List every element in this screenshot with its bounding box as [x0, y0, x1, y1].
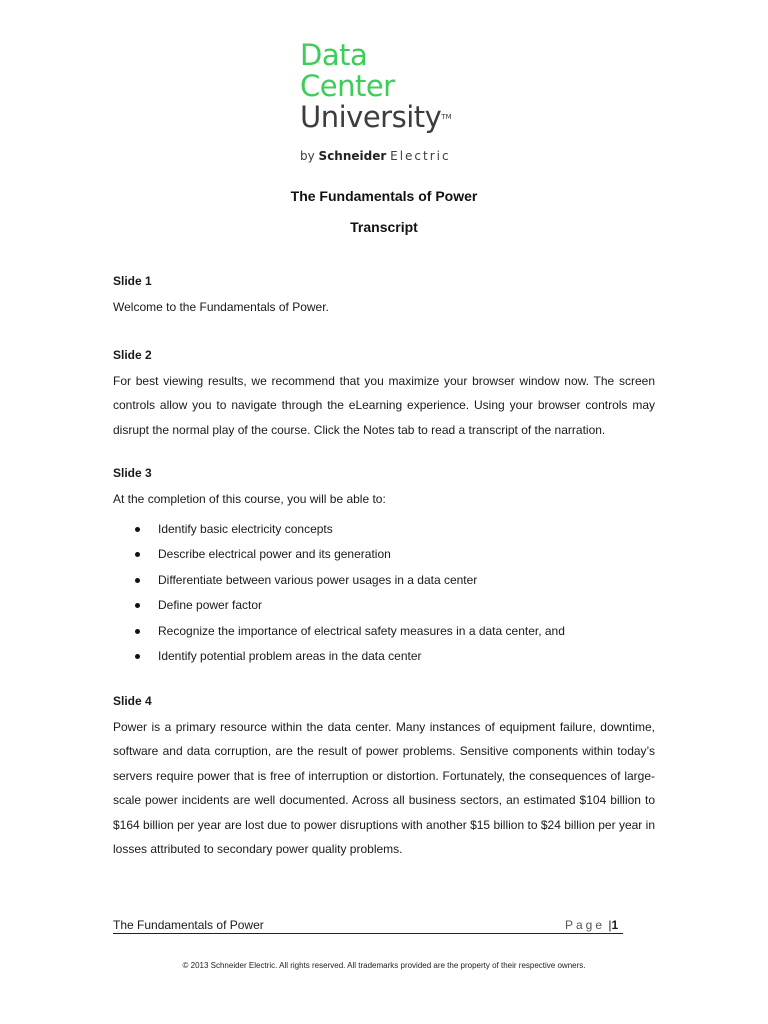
- slide-section-3: [113, 464, 655, 670]
- list-item: [113, 542, 655, 568]
- logo-byline: [300, 149, 480, 163]
- dcu-logo: [300, 40, 480, 176]
- logo-brand-suffix: Electric: [390, 149, 451, 163]
- logo-line-center: Center: [300, 69, 395, 103]
- list-item: [113, 619, 655, 645]
- logo-line-data: Data: [300, 38, 368, 72]
- slide-heading: Slide 4: [113, 693, 152, 708]
- footer-page-number: 1: [611, 918, 619, 932]
- slide-section-2: [113, 346, 655, 443]
- bullet-icon: [135, 552, 140, 557]
- objectives-list: [113, 517, 655, 670]
- transcript-body: [113, 272, 655, 884]
- list-item-text: Define power factor: [158, 598, 263, 612]
- slide-heading: Slide 1: [113, 274, 152, 288]
- list-item: [113, 644, 655, 670]
- footer-separator: |: [608, 918, 612, 932]
- slide-heading: Slide 3: [113, 466, 152, 480]
- list-item: [113, 593, 655, 619]
- list-item: [113, 517, 655, 543]
- footer-page-label: Page: [565, 918, 606, 932]
- bullet-icon: [135, 578, 140, 583]
- bullet-icon: [135, 603, 140, 608]
- list-item-text: Identify basic electricity concepts: [158, 521, 333, 536]
- bullet-icon: [135, 527, 140, 532]
- slide-section-1: [113, 272, 655, 320]
- logo-university-text: University: [300, 100, 442, 134]
- slide-paragraph: For best viewing results, we recommend that you maximize your browser window now. The screen controls allow you to navigate through the eLearning experience. Using your browser controls may disrupt the normal play of the course. Click the Notes tab to read a transcript of the narration.: [113, 373, 655, 437]
- logo-trademark: TM: [441, 113, 452, 121]
- bullet-icon: [135, 654, 140, 659]
- list-item-text: Describe electrical power and its generation: [158, 547, 391, 561]
- slide-paragraph: Power is a primary resource within the data center. Many instances of equipment failure, downtime, software and data corruption, are the result of power problems. Sensitive components within today’s servers require power that is free of interruption or distortion. Fortunately, the consequences of large-scale power incidents are well documented. Across all business sectors, an estimated $104 billion to $164 billion per year are lost due to power disruptions with another $15 billion to $24 billion per year in losses attributed to secondary power quality problems.: [113, 719, 655, 856]
- document-title: The Fundamentals of Power: [290, 188, 478, 204]
- footer-divider: [113, 933, 623, 934]
- slide-paragraph: Welcome to the Fundamentals of Power.: [113, 300, 329, 314]
- slide-section-4: [113, 692, 655, 862]
- slide-heading: Slide 2: [113, 347, 152, 362]
- document-subtitle: Transcript: [350, 219, 418, 235]
- list-item: [113, 568, 655, 594]
- list-item-text: Identify potential problem areas in the data center: [158, 649, 422, 663]
- bullet-icon: [135, 629, 140, 634]
- copyright-notice: © 2013 Schneider Electric. All rights reserved. All trademarks provided are the property of their respective owners.: [182, 961, 586, 970]
- logo-brand: Schneider: [318, 149, 387, 163]
- list-item-text: Recognize the importance of electrical safety measures in a data center, and: [158, 623, 565, 638]
- logo-line-university: [300, 102, 480, 133]
- slide-intro: At the completion of this course, you will be able to:: [113, 492, 386, 506]
- logo-by-text: by: [300, 149, 315, 163]
- footer-document-title: The Fundamentals of Power: [113, 918, 264, 932]
- list-item-text: Differentiate between various power usages in a data center: [158, 572, 478, 587]
- footer-page-indicator: [565, 918, 618, 932]
